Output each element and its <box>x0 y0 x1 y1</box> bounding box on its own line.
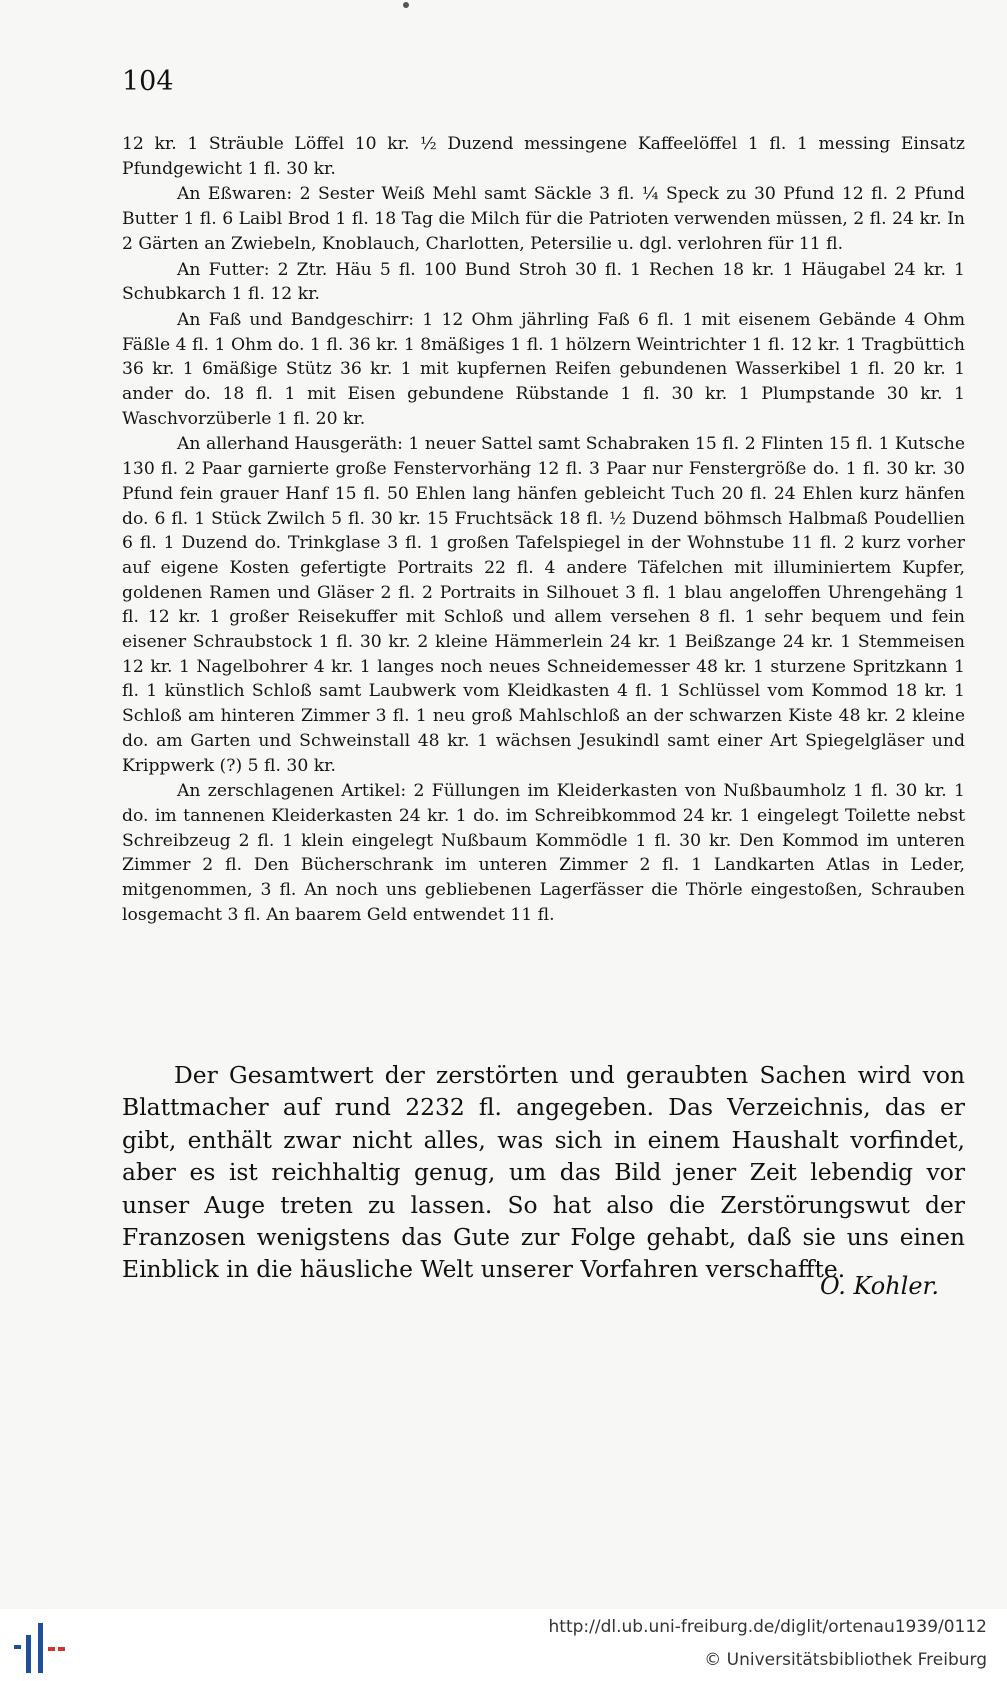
paragraph-fass-bandgeschirr: An Faß und Bandgeschirr: 1 12 Ohm jährling Faß 6 fl. 1 mit eisenem Gebände 4 Ohm Fäßle 4 fl. 1 Ohm do. 1 fl. 36 kr. 1 8mäßiges 1 fl. 1 hölzern Weintrichter 1 fl. 12 kr. 1 Tragbüttich 36 kr. 1 6mäßige Stütz 36 kr. 1 mit kupfernen Reifen gebundenen Wasserkibel 1 fl. 20 kr. 1 ander do. 18 fl. 1 mit Eisen gebundene Rübstande 1 fl. 30 kr. 1 Plumpstande 30 kr. 1 Waschvorzüberle 1 fl. 20 kr. <box>122 309 965 429</box>
paragraph-continuation: 12 kr. 1 Sträuble Löffel 10 kr. ½ Duzend messingene Kaffeelöffel 1 fl. 1 messing Einsatz Pfundgewicht 1 fl. 30 kr. <box>122 134 965 179</box>
paragraph-esswaren: An Eßwaren: 2 Sester Weiß Mehl samt Säckle 3 fl. ¼ Speck zu 30 Pfund 12 fl. 2 Pfund Butter 1 fl. 6 Laibl Brod 1 fl. 18 Tag die Milch für die Patrioten verwenden müssen, 2 fl. 24 kr. In 2 Gärten an Zwiebeln, Knoblauch, Charlotten, Petersilie u. dgl. verlohren für 11 fl. <box>122 184 965 254</box>
author-signature: O. Kohler. <box>819 1272 939 1300</box>
footer-bar <box>0 1609 1007 1681</box>
paragraph-futter: An Futter: 2 Ztr. Häu 5 fl. 100 Bund Stroh 30 fl. 1 Rechen 18 kr. 1 Häugabel 24 kr. 1 Schubkarch 1 fl. 12 kr. <box>122 259 965 305</box>
summary-text <box>122 1059 965 1286</box>
paragraph-zerschlagene-artikel: An zerschlagenen Artikel: 2 Füllungen im Kleiderkasten von Nußbaumholz 1 fl. 30 kr. 1 do. im tannenen Kleiderkasten 24 kr. 1 do. im Schreibkommod 24 kr. 1 eingelegt Toilette nebst Schreibzeug 2 fl. 1 klein eingelegt Nußbaum Kommödle 1 fl. 30 kr. Den Kommod im unteren Zimmer 2 fl. Den Bücherschrank im unteren Zimmer 2 fl. 1 Landkarten Atlas in Leder, mitgenommen, 3 fl. An noch uns gebliebenen Lagerfässer die Thörle eingestoßen, Schrauben losgemacht 3 fl. An baarem Geld entwendet 11 fl. <box>122 781 965 925</box>
source-url[interactable]: http://dl.ub.uni-freiburg.de/diglit/ortenau1939/0112 <box>548 1617 987 1637</box>
copyright-notice: © Universitätsbibliothek Freiburg <box>704 1650 987 1670</box>
page-speck <box>403 2 409 8</box>
paragraph-summary: Der Gesamtwert der zerstörten und geraubten Sachen wird von Blattmacher auf rund 2232 fl. angegeben. Das Verzeichnis, das er gibt, enthält zwar nicht alles, was sich in einem Haushalt vorfindet, aber es ist reichhaltig genug, um das Bild jener Zeit lebendig vor unser Auge treten zu lassen. So hat also die Zerstörungswut der Franzosen wenigstens das Gute zur Folge gehabt, daß sie uns einen Einblick in die häusliche Welt unserer Vorfahren verschaffte. <box>122 1061 965 1284</box>
library-logo-icon <box>12 1623 66 1673</box>
paragraph-hausgeraeth: An allerhand Hausgeräth: 1 neuer Sattel samt Schabraken 15 fl. 2 Flinten 15 fl. 1 Kutsche 130 fl. 2 Paar garnierte große Fenstervorhäng 12 fl. 3 Paar nur Fenstergröße do. 1 fl. 30 kr. 30 Pfund fein grauer Hanf 15 fl. 50 Ehlen lang hänfen gebleicht Tuch 20 fl. 24 Ehlen kurz hänfen do. 6 fl. 1 Stück Zwilch 5 fl. 30 kr. 15 Fruchtsäck 18 fl. ½ Duzend böhmsch Halbmaß Poudellien 6 fl. 1 Duzend do. Trinkglase 3 fl. 1 großen Tafelspiegel in der Wohnstube 11 fl. 2 kurz vorher auf eigene Kosten gefertigte Portraits 22 fl. 4 andere Täfelchen mit illuminiertem Kupfer, goldenen Ramen und Gläser 2 fl. 2 Portraits in Silhouet 3 fl. 1 blau angeloffen Uhrengehäng 1 fl. 12 kr. 1 großer Reisekuffer mit Schloß und allem versehen 8 fl. 1 sehr bequem und fein eisener Schraubstock 1 fl. 30 kr. 2 kleine Hämmerlein 24 kr. 1 Beißzange 24 kr. 1 Stemmeisen 12 kr. 1 Nagelbohrer 4 kr. 1 langes noch neues Schneidemesser 48 kr. 1 sturzene Spritzkann 1 fl. 1 künstlich Schloß samt Laubwerk vom Kleidkasten 4 fl. 1 Schlüssel vom Kommod 18 kr. 1 Schloß am hinteren Zimmer 3 fl. 1 neu groß Mahlschloß an der schwarzen Kiste 48 kr. 2 kleine do. am Garten und Schweinstall 48 kr. 1 wächsen Jesukindl samt einer Art Spiegelgläser und Krippwerk (?) 5 fl. 30 kr. <box>122 434 965 776</box>
inventory-text <box>122 132 965 929</box>
page-number: 104 <box>122 66 174 97</box>
